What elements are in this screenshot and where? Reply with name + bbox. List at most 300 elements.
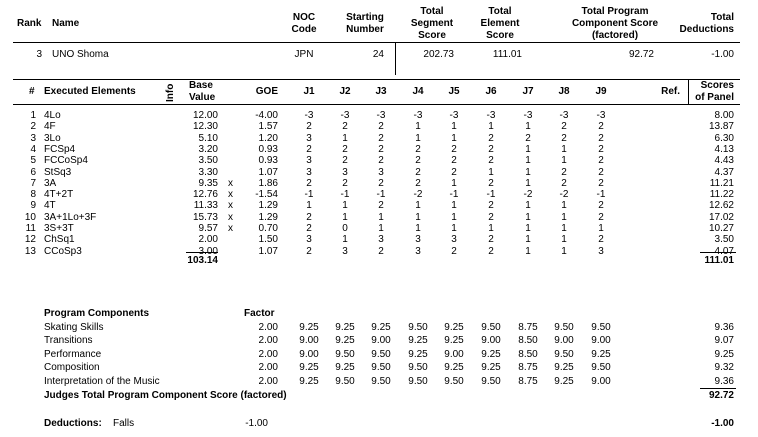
element-judge-score: 2 <box>488 132 494 144</box>
element-base-value: 11.33 <box>193 200 218 212</box>
element-judge-score: 2 <box>378 132 384 144</box>
judge-header-2: J2 <box>339 86 351 97</box>
element-row <box>0 223 758 234</box>
element-judge-score: 1 <box>525 177 531 189</box>
element-judge-score: 0 <box>342 223 348 234</box>
element-judge-score: -3 <box>449 110 459 121</box>
base-value-total: 103.14 <box>187 255 218 266</box>
component-factor: 2.00 <box>258 362 278 374</box>
component-panel-score: 9.32 <box>714 362 734 374</box>
component-judge-score: 9.25 <box>371 322 391 333</box>
element-judge-score: 1 <box>415 132 421 144</box>
component-panel-score: 9.36 <box>714 322 734 333</box>
element-number: 5 <box>30 155 36 167</box>
element-panel-score: 11.21 <box>709 177 734 189</box>
element-base-value: 3.30 <box>198 166 218 178</box>
element-goe: 1.07 <box>258 245 278 257</box>
component-row <box>0 376 758 387</box>
component-judge-score: 8.75 <box>518 362 538 374</box>
element-code: 4Lo <box>44 110 61 121</box>
element-judge-score: 1 <box>415 200 421 212</box>
component-judge-score: 9.00 <box>591 335 611 347</box>
component-judge-score: 9.50 <box>408 322 428 333</box>
element-judge-score: 2 <box>598 177 604 189</box>
tss-header-2: Segment <box>410 18 454 29</box>
element-number: 12 <box>24 234 36 246</box>
element-judge-score: 3 <box>306 234 312 246</box>
element-judge-score: 3 <box>342 245 348 257</box>
element-judge-score: 2 <box>378 245 384 257</box>
element-panel-score: 8.00 <box>714 110 734 121</box>
element-late-bonus-mark: x <box>228 211 233 223</box>
element-judge-score: 2 <box>598 211 604 223</box>
component-judge-score: 9.50 <box>371 375 391 387</box>
elements-top-rule <box>13 79 740 80</box>
skater-tes: 111.01 <box>492 49 522 60</box>
element-row <box>0 121 758 132</box>
component-judge-score: 9.00 <box>481 335 501 347</box>
element-judge-score: 1 <box>525 166 531 178</box>
element-goe: 1.07 <box>258 166 278 178</box>
base-header-1: Base <box>189 80 213 91</box>
element-row <box>0 178 758 189</box>
element-judge-score: 1 <box>451 132 457 144</box>
element-judge-score: 2 <box>378 200 384 212</box>
element-judge-score: 1 <box>415 223 421 234</box>
element-number: 9 <box>30 200 36 212</box>
component-row <box>0 362 758 373</box>
element-base-value: 9.35 <box>198 177 218 189</box>
component-judge-score: 9.50 <box>481 322 501 333</box>
element-base-value: 2.00 <box>198 234 218 246</box>
element-code: FCCoSp4 <box>44 155 88 167</box>
element-judge-score: 2 <box>306 223 312 234</box>
elements-title: Executed Elements <box>44 86 136 97</box>
component-judge-score: 9.50 <box>371 348 391 360</box>
element-goe: -1.54 <box>255 189 278 201</box>
element-panel-score: 3.50 <box>714 234 734 246</box>
element-judge-score: 3 <box>415 234 421 246</box>
element-judge-score: 1 <box>415 121 421 133</box>
element-row <box>0 246 758 257</box>
element-judge-score: -2 <box>413 189 423 201</box>
judge-header-5: J5 <box>448 86 460 97</box>
element-goe: 1.20 <box>258 132 278 144</box>
element-code: 3S+3T <box>44 223 74 234</box>
element-panel-score: 4.13 <box>714 143 734 155</box>
component-judge-score: 9.25 <box>554 375 574 387</box>
element-panel-score: 4.37 <box>714 166 734 178</box>
element-base-value: 3.50 <box>198 155 218 167</box>
start-header-1: Starting <box>346 12 384 23</box>
header-divider <box>13 42 740 43</box>
component-judge-score: 9.25 <box>335 335 355 347</box>
element-goe: 1.29 <box>258 200 278 212</box>
element-judge-score: 1 <box>525 223 531 234</box>
element-judge-score: 2 <box>451 245 457 257</box>
component-judge-score: 9.00 <box>554 335 574 347</box>
element-judge-score: 1 <box>525 143 531 155</box>
element-goe: 1.29 <box>258 211 278 223</box>
element-judge-score: 2 <box>598 234 604 246</box>
judge-header-6: J6 <box>485 86 497 97</box>
element-judge-score: 2 <box>598 143 604 155</box>
element-late-bonus-mark: x <box>228 223 233 234</box>
element-judge-score: 1 <box>561 211 567 223</box>
component-row <box>0 322 758 333</box>
element-judge-score: 1 <box>598 223 604 234</box>
element-judge-score: 1 <box>525 121 531 133</box>
element-base-value: 9.57 <box>198 223 218 234</box>
component-judge-score: 9.25 <box>299 375 319 387</box>
pcs-total-rule <box>700 388 736 389</box>
element-number: 11 <box>25 223 36 234</box>
element-judge-score: -3 <box>559 110 569 121</box>
element-judge-score: -3 <box>376 110 386 121</box>
noc-header-2: Code <box>291 24 317 35</box>
component-judge-score: 9.00 <box>371 335 391 347</box>
element-judge-score: 1 <box>342 132 348 144</box>
sop-header-1: Scores <box>700 80 734 91</box>
component-judge-score: 9.50 <box>335 348 355 360</box>
element-judge-score: 2 <box>561 121 567 133</box>
component-judge-score: 9.25 <box>408 335 428 347</box>
element-judge-score: 2 <box>488 245 494 257</box>
skater-name: UNO Shoma <box>52 49 109 60</box>
element-code: 3A <box>44 177 57 189</box>
component-judge-score: 9.25 <box>335 362 355 374</box>
tss-header-1: Total <box>420 6 444 17</box>
judge-header-1: J1 <box>303 86 315 97</box>
component-panel-score: 9.25 <box>714 348 734 360</box>
element-judge-score: 2 <box>378 143 384 155</box>
sop-header-2: of Panel <box>695 92 734 103</box>
component-judge-score: 9.25 <box>408 348 428 360</box>
element-judge-score: 1 <box>561 234 567 246</box>
component-judge-score: 9.25 <box>335 322 355 333</box>
element-judge-score: 1 <box>525 234 531 246</box>
element-judge-score: 2 <box>378 177 384 189</box>
deductions-total: -1.00 <box>711 418 734 429</box>
skater-pcs: 92.72 <box>628 49 654 60</box>
element-judge-score: 2 <box>451 166 457 178</box>
component-panel-score: 9.36 <box>714 375 734 387</box>
element-judge-score: -1 <box>340 189 350 201</box>
pcs-header-1: Total Program <box>581 6 649 17</box>
element-judge-score: 3 <box>306 166 312 178</box>
element-judge-score: 2 <box>488 234 494 246</box>
rank-header: Rank <box>17 18 42 29</box>
element-code: 3A+1Lo+3F <box>44 211 97 223</box>
sop-divider <box>688 80 689 104</box>
element-judge-score: 2 <box>451 155 457 167</box>
element-judge-score: -1 <box>304 189 314 201</box>
elements-header-rule <box>13 104 740 105</box>
element-base-value: 15.73 <box>192 211 218 223</box>
element-panel-score: 4.07 <box>714 245 734 257</box>
skater-tss: 202.73 <box>423 49 454 60</box>
judge-header-4: J4 <box>412 86 424 97</box>
element-code: FCSp4 <box>44 143 76 155</box>
pcs-total-score: 92.72 <box>708 390 734 401</box>
component-name: Transitions <box>44 335 93 347</box>
elements-score-total: 111.01 <box>704 255 734 266</box>
element-judge-score: 3 <box>415 245 421 257</box>
component-judge-score: 9.50 <box>408 375 428 387</box>
element-judge-score: 1 <box>525 200 531 212</box>
element-row <box>0 155 758 166</box>
component-judge-score: 8.50 <box>518 335 538 347</box>
component-judge-score: 9.25 <box>299 362 319 374</box>
component-factor: 2.00 <box>258 348 278 360</box>
component-judge-score: 9.00 <box>299 348 319 360</box>
element-number: 6 <box>30 166 36 178</box>
element-judge-score: 1 <box>306 200 312 212</box>
element-judge-score: 1 <box>451 200 457 212</box>
component-factor: 2.00 <box>258 322 278 333</box>
component-row <box>0 335 758 346</box>
base-header-2: Value <box>189 92 216 103</box>
element-number: 8 <box>30 189 36 201</box>
element-judge-score: -1 <box>449 189 459 201</box>
element-judge-score: 1 <box>488 166 494 178</box>
element-row <box>0 212 758 223</box>
element-judge-score: -3 <box>304 110 314 121</box>
component-judge-score: 9.25 <box>591 348 611 360</box>
element-row <box>0 110 758 121</box>
component-name: Interpretation of the Music <box>44 375 160 387</box>
element-judge-score: 2 <box>342 143 348 155</box>
element-panel-score: 12.62 <box>708 200 734 212</box>
element-panel-score: 4.43 <box>714 155 734 167</box>
element-judge-score: -1 <box>376 189 386 201</box>
element-judge-score: 2 <box>488 155 494 167</box>
element-judge-score: 2 <box>306 211 312 223</box>
element-base-value: 3.20 <box>198 143 218 155</box>
component-name: Composition <box>44 362 100 374</box>
element-late-bonus-mark: x <box>228 200 233 212</box>
skater-rank: 3 <box>36 49 42 60</box>
component-judge-score: 9.50 <box>591 322 611 333</box>
component-judge-score: 9.25 <box>299 322 319 333</box>
ref-header: Ref. <box>661 86 680 97</box>
info-header: Info <box>165 83 176 102</box>
element-judge-score: 3 <box>306 155 312 167</box>
element-base-value: 12.00 <box>192 110 218 121</box>
element-judge-score: 2 <box>488 143 494 155</box>
element-base-value: 12.76 <box>192 189 218 201</box>
element-judge-score: 2 <box>378 121 384 133</box>
element-judge-score: 2 <box>488 211 494 223</box>
element-row <box>0 167 758 178</box>
tes-header-2: Element <box>480 18 520 29</box>
element-judge-score: 2 <box>306 177 312 189</box>
component-judge-score: 9.25 <box>444 362 464 374</box>
component-judge-score: 9.50 <box>554 322 574 333</box>
element-judge-score: 2 <box>598 155 604 167</box>
element-goe: 0.93 <box>258 143 278 155</box>
judge-header-9: J9 <box>595 86 607 97</box>
pcs-header-3: (factored) <box>591 30 639 41</box>
element-judge-score: 3 <box>378 234 384 246</box>
goe-header: GOE <box>255 86 278 97</box>
element-judge-score: -3 <box>340 110 350 121</box>
noc-header-1: NOC <box>292 12 316 23</box>
element-row <box>0 133 758 144</box>
element-panel-score: 13.87 <box>708 121 734 133</box>
element-row <box>0 234 758 245</box>
element-judge-score: 1 <box>488 223 494 234</box>
component-judge-score: 9.25 <box>444 322 464 333</box>
element-judge-score: 2 <box>415 143 421 155</box>
element-late-bonus-mark: x <box>228 189 233 201</box>
element-number: 1 <box>30 110 36 121</box>
component-judge-score: 9.25 <box>444 335 464 347</box>
element-judge-score: 1 <box>342 234 348 246</box>
element-code: CCoSp3 <box>44 245 82 257</box>
component-row <box>0 349 758 360</box>
deductions-type: Falls <box>113 418 135 429</box>
judge-header-7: J7 <box>522 86 534 97</box>
element-judge-score: 1 <box>561 155 567 167</box>
element-goe: 1.57 <box>258 121 278 133</box>
name-header: Name <box>52 18 80 29</box>
element-judge-score: 2 <box>598 200 604 212</box>
base-total-rule <box>186 252 218 253</box>
element-judge-score: 2 <box>598 121 604 133</box>
element-judge-score: 2 <box>415 166 421 178</box>
element-judge-score: -2 <box>559 189 569 201</box>
element-judge-score: 1 <box>451 121 457 133</box>
element-judge-score: 2 <box>451 143 457 155</box>
element-judge-score: 3 <box>598 245 604 257</box>
deductions-value: -1.00 <box>245 418 268 429</box>
element-judge-score: -3 <box>523 110 533 121</box>
skater-deductions: -1.00 <box>711 49 734 60</box>
element-code: StSq3 <box>44 166 72 178</box>
element-judge-score: 2 <box>415 177 421 189</box>
element-number: 10 <box>24 211 36 223</box>
element-judge-score: 2 <box>306 121 312 133</box>
element-judge-score: -1 <box>596 189 606 201</box>
element-judge-score: 3 <box>378 166 384 178</box>
element-judge-score: 1 <box>561 200 567 212</box>
element-goe: 1.86 <box>258 177 278 189</box>
component-judge-score: 9.00 <box>444 348 464 360</box>
element-judge-score: -3 <box>413 110 423 121</box>
element-judge-score: 1 <box>451 223 457 234</box>
element-number: 3 <box>30 132 36 144</box>
element-goe: 1.50 <box>258 234 278 246</box>
element-panel-score: 10.27 <box>708 223 734 234</box>
component-judge-score: 9.50 <box>408 362 428 374</box>
element-base-value: 3.00 <box>198 245 218 257</box>
skater-divider <box>395 42 396 75</box>
element-panel-score: 17.02 <box>708 211 734 223</box>
element-judge-score: 1 <box>525 211 531 223</box>
element-judge-score: 2 <box>342 177 348 189</box>
element-judge-score: 2 <box>342 155 348 167</box>
tes-header-1: Total <box>488 6 512 17</box>
component-judge-score: 9.50 <box>554 348 574 360</box>
element-panel-score: 11.22 <box>709 189 734 201</box>
component-judge-score: 9.50 <box>481 375 501 387</box>
start-header-2: Number <box>346 24 384 35</box>
element-number: 2 <box>30 121 36 133</box>
skater-noc: JPN <box>294 49 314 60</box>
element-judge-score: 1 <box>561 245 567 257</box>
element-judge-score: 1 <box>451 211 457 223</box>
element-code: 4F <box>44 121 56 133</box>
component-judge-score: 8.75 <box>518 322 538 333</box>
element-judge-score: 1 <box>561 223 567 234</box>
component-judge-score: 8.75 <box>518 375 538 387</box>
element-number: 13 <box>24 245 36 257</box>
component-judge-score: 9.50 <box>371 362 391 374</box>
element-judge-score: 3 <box>342 166 348 178</box>
element-judge-score: 2 <box>488 200 494 212</box>
element-judge-score: 1 <box>451 177 457 189</box>
component-name: Performance <box>44 348 102 360</box>
component-judge-score: 9.00 <box>299 335 319 347</box>
components-title: Program Components <box>44 308 150 319</box>
factor-header: Factor <box>244 308 275 319</box>
judge-header-8: J8 <box>558 86 570 97</box>
element-judge-score: -2 <box>523 189 533 201</box>
element-judge-score: 2 <box>306 245 312 257</box>
pcs-header-2: Component Score <box>571 18 659 29</box>
component-judge-score: 9.25 <box>481 362 501 374</box>
element-judge-score: 1 <box>342 211 348 223</box>
element-goe: -4.00 <box>255 110 278 121</box>
component-judge-score: 9.50 <box>591 362 611 374</box>
component-judge-score: 9.50 <box>335 375 355 387</box>
element-judge-score: 3 <box>306 132 312 144</box>
element-row <box>0 144 758 155</box>
element-judge-score: 2 <box>488 177 494 189</box>
element-base-value: 12.30 <box>192 121 218 133</box>
element-judge-score: 2 <box>306 143 312 155</box>
element-goe: 0.93 <box>258 155 278 167</box>
tss-header-3: Score <box>418 30 446 41</box>
element-goe: 0.70 <box>258 223 278 234</box>
element-code: 4T <box>44 200 56 212</box>
element-judge-score: 1 <box>525 245 531 257</box>
component-judge-score: 9.25 <box>554 362 574 374</box>
component-factor: 2.00 <box>258 375 278 387</box>
component-factor: 2.00 <box>258 335 278 347</box>
element-number: 7 <box>30 177 36 189</box>
element-judge-score: 1 <box>378 223 384 234</box>
element-base-value: 5.10 <box>198 132 218 144</box>
element-code: 3Lo <box>44 132 61 144</box>
deductions-label: Deductions: <box>44 418 102 429</box>
skater-start: 24 <box>372 49 384 60</box>
element-judge-score: 1 <box>415 211 421 223</box>
element-judge-score: 2 <box>342 121 348 133</box>
element-panel-score: 6.30 <box>714 132 734 144</box>
component-judge-score: 9.25 <box>481 348 501 360</box>
element-judge-score: 1 <box>561 143 567 155</box>
element-row <box>0 189 758 200</box>
element-judge-score: 1 <box>378 211 384 223</box>
pcs-total-label: Judges Total Program Component Score (factored) <box>44 390 287 401</box>
component-name: Skating Skills <box>44 322 104 333</box>
element-judge-score: -3 <box>486 110 496 121</box>
element-judge-score: 2 <box>561 166 567 178</box>
element-number: 4 <box>30 143 36 155</box>
element-judge-score: 2 <box>525 132 531 144</box>
